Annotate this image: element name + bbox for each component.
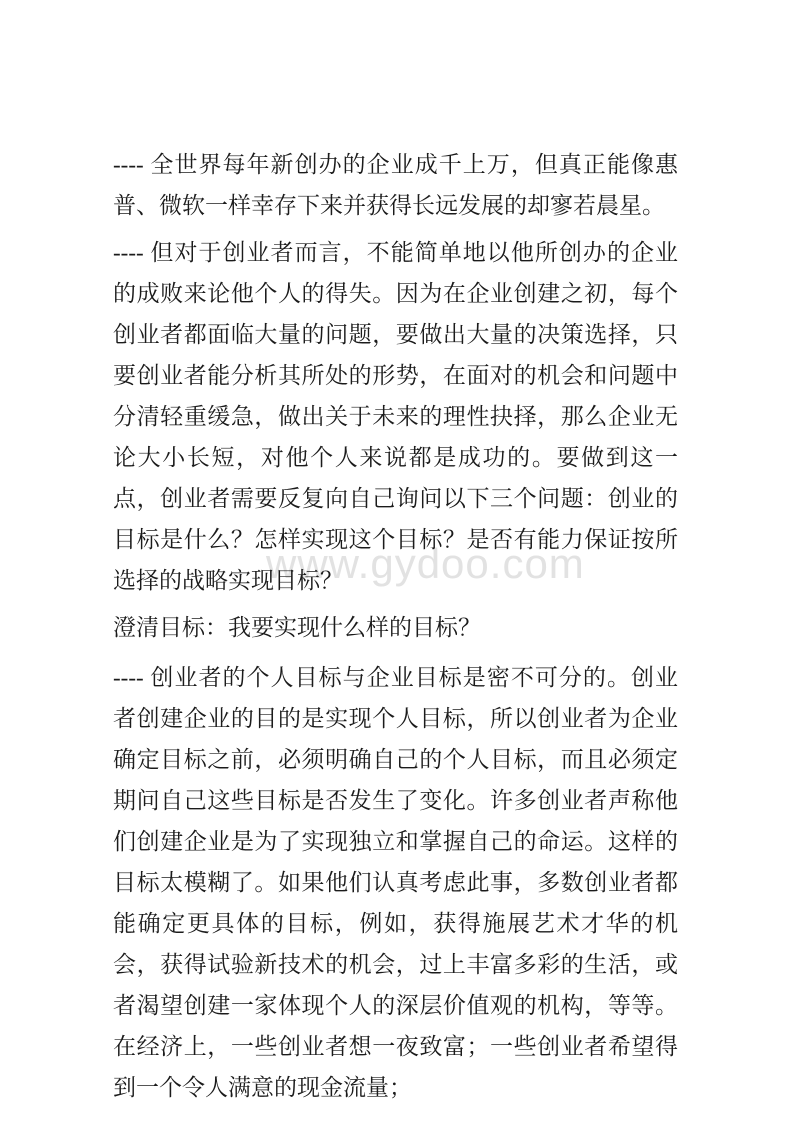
paragraph-1: ---- 全世界每年新创办的企业成千上万，但真正能像惠普、微软一样幸存下来并获得长远发展的却寥若晨星。 bbox=[113, 152, 678, 218]
paragraph-2: ---- 但对于创业者而言，不能简单地以他所创办的企业的成败来论他个人的得失。因为在企业创建之初，每个创业者都面临大量的问题，要做出大量的决策选择，只要创业者能分析其所处的形势，在面对的机会和问题中分清轻重缓急，做出关于未来的理性抉择，那么企业无论大小长短，对他个人来说都是成功的。要做到这一点，创业者需要反复向自己询问以下三个问题：创业的目标是什么？怎样实现这个目标？是否有能力保证按所选择的战略实现目标？ bbox=[113, 240, 678, 593]
section-heading: 澄清目标：我要实现什么样的目标？ bbox=[113, 615, 481, 640]
document-content bbox=[113, 144, 678, 1114]
site-watermark: www.gydoo.com bbox=[266, 540, 585, 587]
paragraph-3: ---- 创业者的个人目标与企业目标是密不可分的。创业者创建企业的目的是实现个人目标，所以创业者为企业确定目标之前，必须明确自己的个人目标，而且必须定期问自己这些目标是否发生了变化。许多创业者声称他们创建企业是为了实现独立和掌握自己的命运。这样的目标太模糊了。如果他们认真考虑此事，多数创业者都能确定更具体的目标，例如，获得施展艺术才华的机会，获得试验新技术的机会，过上丰富多彩的生活，或者渴望创建一家体现个人的深层价值观的机构，等等。在经济上，一些创业者想一夜致富；一些创业者希望得到一个令人满意的现金流量； bbox=[113, 665, 678, 1100]
